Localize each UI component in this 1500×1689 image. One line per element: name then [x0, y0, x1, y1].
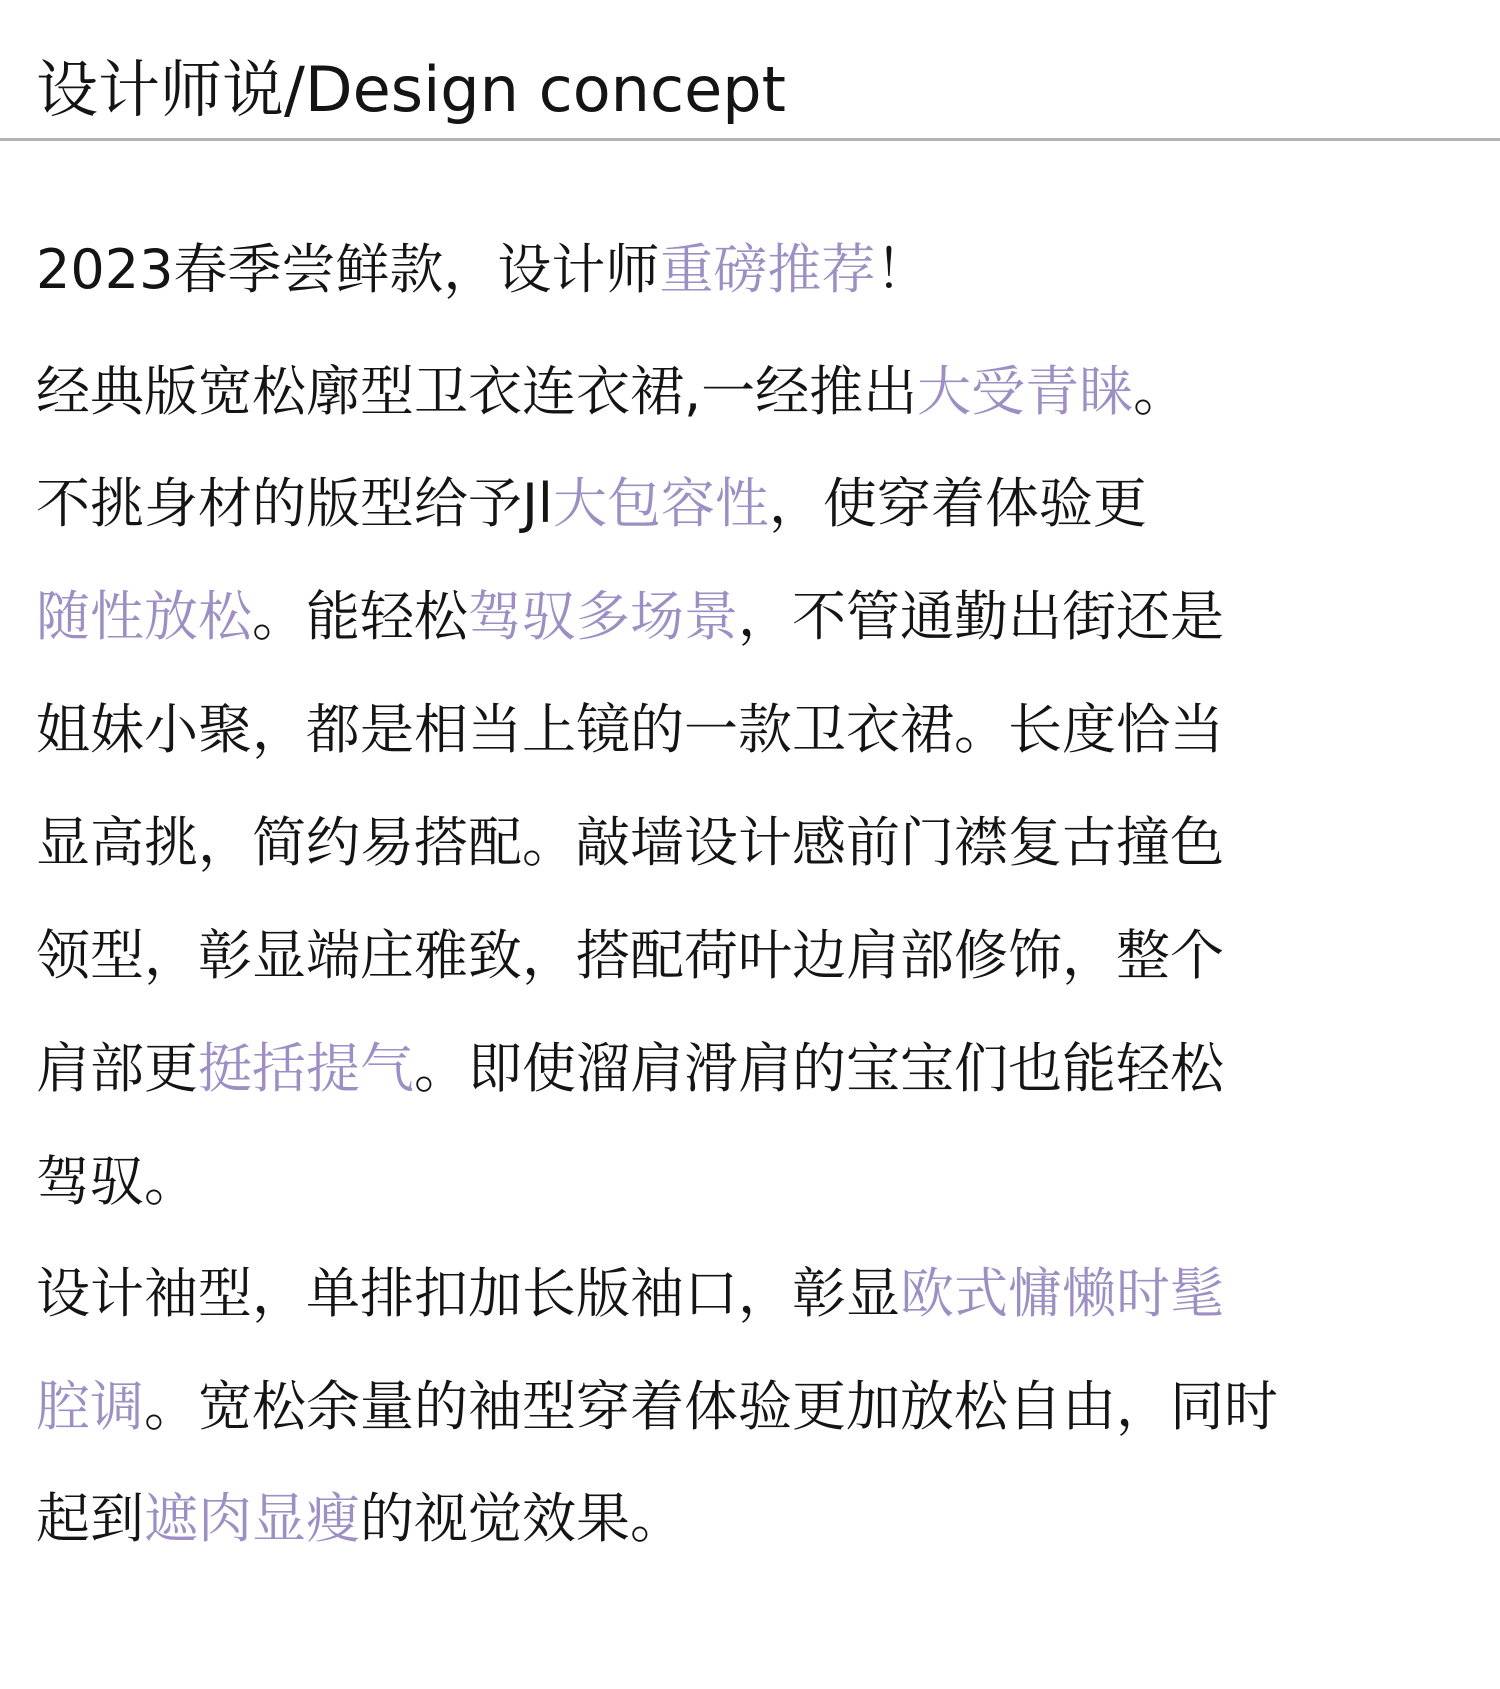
header-bar [0, 0, 1500, 141]
text-line [36, 1258, 1224, 1330]
text-segment: 肩部更 [36, 1037, 198, 1100]
highlighted-phrase: 挺括提气 [198, 1037, 414, 1100]
text-line [36, 1033, 1224, 1105]
text-segment: 2023春季尝鲜款，设计师 [36, 238, 660, 301]
highlighted-phrase: 遮肉显瘦 [144, 1487, 360, 1550]
text-segment: 的视觉效果。 [360, 1487, 684, 1550]
page-title: 设计师说/Design concept [36, 53, 786, 126]
text-segment: 。能轻松 [252, 585, 468, 648]
text-segment: ，不管通勤出街还是 [738, 585, 1224, 648]
text-segment: ，使穿着体验更 [768, 472, 1147, 535]
text-segment: 。即使溜肩滑肩的宝宝们也能轻松 [414, 1037, 1224, 1100]
text-line [36, 920, 1224, 992]
text-line [36, 234, 929, 306]
text-segment: 。 [1133, 360, 1188, 423]
highlighted-phrase: 随性放松 [36, 585, 252, 648]
highlighted-phrase: 驾驭多场景 [468, 585, 738, 648]
text-line [36, 581, 1224, 653]
text-line [36, 356, 1187, 428]
highlighted-phrase: 腔调 [36, 1375, 144, 1438]
highlighted-phrase: 大受青睐 [917, 360, 1134, 423]
highlighted-phrase: 欧式慵懒时髦 [900, 1262, 1224, 1325]
text-segment: 领型，彰显端庄雅致，搭配荷叶边肩部修饰，整个 [36, 924, 1224, 987]
text-segment: 。宽松余量的袖型穿着体验更加放松自由，同时 [144, 1375, 1278, 1438]
text-segment: 起到 [36, 1487, 144, 1550]
text-line [36, 1483, 684, 1555]
text-segment: 显高挑，简约易搭配。敲墙设计感前门襟复古撞色 [36, 811, 1224, 874]
text-segment: 设计袖型，单排扣加长版袖口，彰显 [36, 1262, 900, 1325]
text-line [36, 468, 1147, 540]
text-segment: 经典版宽松廓型卫衣连衣裙,一经推出 [36, 360, 918, 423]
highlighted-phrase: 大包容性 [552, 472, 769, 535]
text-segment: 姐妹小聚，都是相当上镜的一款卫衣裙。长度恰当 [36, 698, 1224, 761]
text-line [36, 1146, 198, 1218]
text-segment: 驾驭。 [36, 1150, 198, 1213]
highlighted-phrase: 重磅推荐 [659, 238, 876, 301]
text-segment: ！ [875, 238, 930, 301]
text-segment: 不挑身材的版型给予Jl [36, 472, 553, 535]
text-line [36, 694, 1224, 766]
text-line [36, 1371, 1278, 1443]
text-line [36, 807, 1224, 879]
